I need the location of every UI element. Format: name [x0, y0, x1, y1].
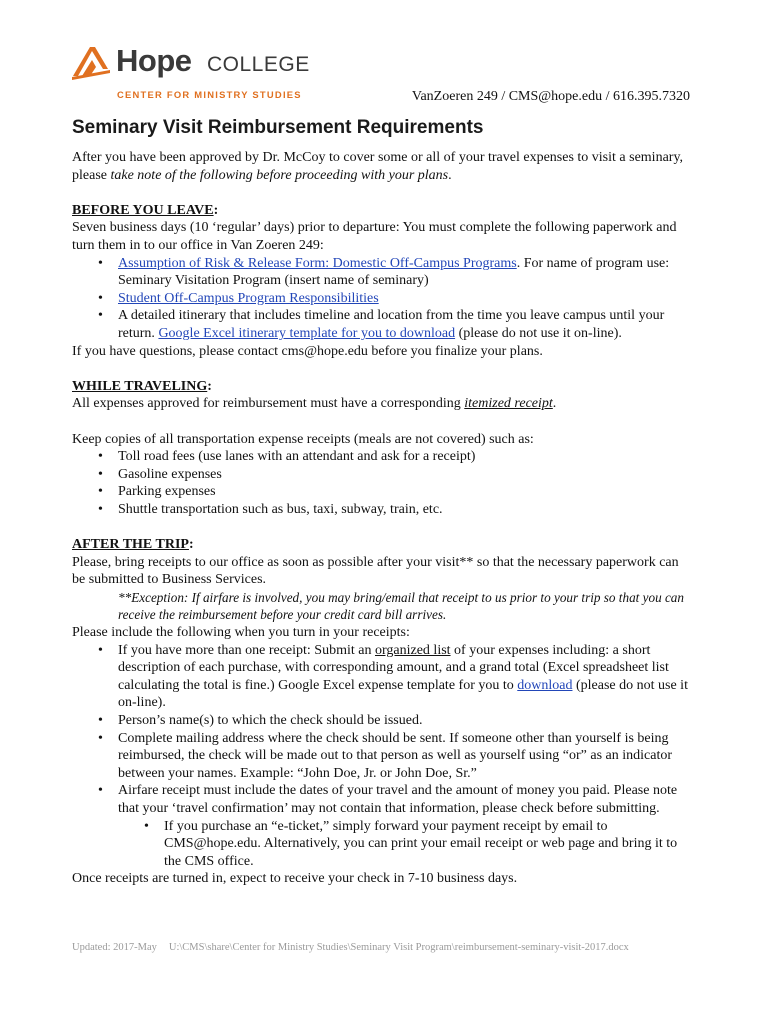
before-list [72, 255, 694, 343]
risk-release-form-link[interactable]: Assumption of Risk & Release Form: Domestic Off-Campus Programs [118, 255, 517, 271]
exception-note: **Exception: If airfare is involved, you may bring/email that receipt to us prior to your trip so that you can receive the reimbursement before your credit card bill arrives. [118, 589, 684, 623]
include-text: Please include the following when you turn in your receipts: [72, 625, 410, 641]
while-section-heading [72, 378, 694, 396]
logo-center-name: CENTER FOR MINISTRY STUDIES [117, 89, 302, 100]
intro-paragraph [72, 149, 694, 184]
after-lead: Please, bring receipts to our office as soon as possible after your visit** so that the necessary paperwork can be submitted to Business Services. [72, 554, 679, 588]
list-item [118, 307, 694, 342]
before-lead: Seven business days (10 ‘regular’ days) prior to departure: You must complete the following paperwork and turn them in to our office in Van Zoeren 249: [72, 220, 677, 253]
list-item-text: A detailed itinerary that includes timeline and location from the time you leave campus until your return. [118, 308, 665, 341]
document-body [72, 149, 694, 888]
while-heading-text: WHILE TRAVELING [72, 378, 208, 394]
list-item-text: (please do not use it on-line). [118, 677, 688, 711]
list-item-text: . For name of program use: Seminary Visitation Program (insert name of seminary) [118, 255, 670, 289]
footer [72, 939, 629, 957]
while-lead [72, 395, 694, 413]
after-closing: Once receipts are turned in, expect to receive your check in 7-10 business days. [72, 871, 518, 887]
intro-text: After you have been approved by Dr. McCoy to cover some or all of your travel expenses to visit a seminary, please [72, 150, 684, 183]
itinerary-template-link[interactable]: Google Excel itinerary template for you to download [158, 325, 456, 341]
before-heading-text: BEFORE YOU LEAVE [72, 202, 214, 218]
list-item: • Shuttle transportation such as bus, taxi, subway, train, etc. [118, 501, 694, 519]
list-item: • Person’s name(s) to which the check should be issued. [118, 712, 694, 730]
list-item [118, 642, 694, 712]
list-item: • Toll road fees (use lanes with an attendant and ask for a receipt) [118, 448, 694, 466]
footer-updated: Updated: 2017-May [72, 942, 157, 953]
before-heading-colon: : [213, 202, 219, 218]
list-item [118, 255, 694, 290]
keep-copies-text: Keep copies of all transportation expense receipts (meals are not covered) such as: [72, 431, 534, 447]
list-item [118, 782, 694, 870]
contact-line: VanZoeren 249 / CMS@hope.edu / 616.395.7320 [411, 89, 690, 104]
list-item: • Parking expenses [118, 483, 694, 501]
list-item: • Gasoline expenses [118, 466, 694, 484]
list-item-text: Airfare receipt must include the dates of your travel and the amount of money you paid. Please note that your ‘travel confirmation’ may not contain that information, please check before submitting. [118, 783, 678, 816]
list-item-text: (please do not use it on-line). [455, 325, 622, 341]
list-item-text: of your expenses including: a short description of each purchase, with corresponding amount, and a grand total (Excel spreadsheet list calculating the total is fine.) Google Excel expense template for you to [118, 642, 669, 693]
after-heading-colon: : [188, 537, 194, 553]
responsibilities-link[interactable]: Student Off-Campus Program Responsibilities [118, 290, 379, 306]
logo-word: Hope [116, 43, 192, 78]
while-heading-colon: : [207, 378, 212, 394]
hope-logo-mark-icon [70, 42, 112, 82]
after-section-heading [72, 536, 694, 554]
while-list [72, 448, 694, 518]
itemized-receipt-text: itemized receipt [464, 396, 553, 412]
while-lead-end: . [552, 396, 557, 412]
page-title: Seminary Visit Reimbursement Requirements [72, 117, 484, 138]
intro-emphasis: take note of the following before proceeding with your plans [110, 167, 449, 183]
while-lead-text: All expenses approved for reimbursement must have a corresponding [72, 396, 465, 412]
before-section-heading [72, 202, 694, 220]
after-heading-text: AFTER THE TRIP [72, 537, 189, 553]
after-list [72, 642, 694, 871]
logo-college: COLLEGE [207, 53, 310, 76]
airfare-sublist [118, 818, 694, 871]
footer-path: U:\CMS\share\Center for Ministry Studies\Seminary Visit Program\reimbursement-seminary-visit-2017.docx [168, 942, 629, 953]
before-closing: If you have questions, please contact cms@hope.edu before you finalize your plans. [72, 343, 543, 359]
intro-end: . [448, 167, 452, 183]
list-item: • If you purchase an “e-ticket,” simply forward your payment receipt by email to CMS@hope.edu. Alternatively, you can print your email receipt or web page and bring it to the CMS office. [164, 818, 694, 871]
hope-college-logo [70, 42, 330, 100]
list-item [118, 290, 694, 308]
download-link[interactable]: download [517, 677, 573, 693]
list-item-text: If you have more than one receipt: Submit an [118, 642, 375, 658]
list-item: • Complete mailing address where the check should be sent. If someone other than yourself is being reimbursed, the check will be made out to that person as well as yourself using “or” as an indicator between your names. Example: “John Doe, Jr. or John Doe, Sr.” [118, 730, 694, 783]
organized-list-text: organized list [374, 642, 451, 658]
